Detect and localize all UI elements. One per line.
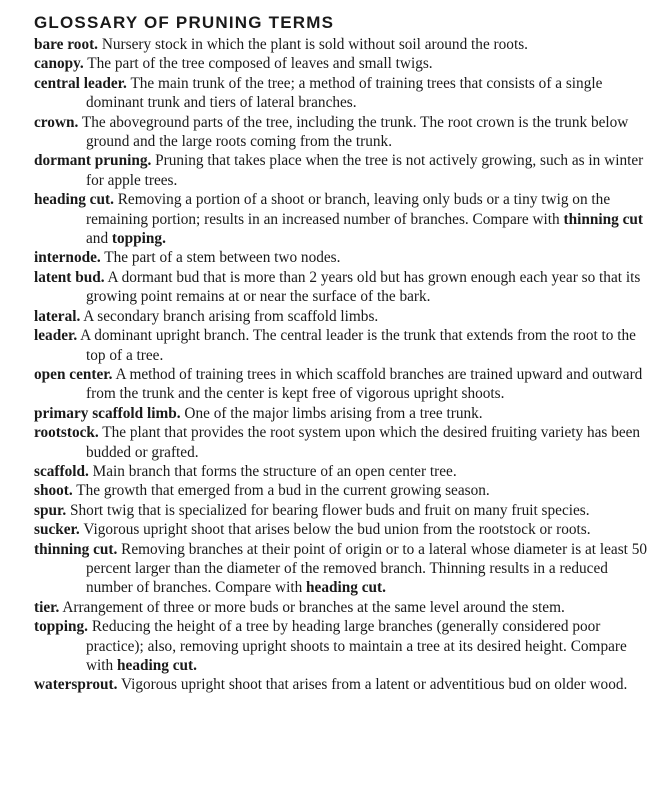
glossary-definition: A dominant upright branch. The central leader is the trunk that extends from the root to the top of a tree. — [77, 327, 636, 364]
glossary-entry — [34, 326, 654, 365]
glossary-definition: The growth that emerged from a bud in the current growing season. — [72, 482, 490, 500]
glossary-definition: One of the major limbs arising from a tree trunk. — [180, 404, 483, 422]
glossary-term: canopy. — [34, 55, 84, 73]
glossary-definition: A dormant bud that is more than 2 years old but has grown enough each year so that its growing point remains at or near the surface of the bark. — [86, 268, 641, 306]
glossary-term: dormant pruning. — [34, 152, 152, 170]
glossary-entry — [34, 617, 654, 675]
glossary-entry — [34, 540, 654, 598]
glossary-entry — [34, 248, 654, 267]
glossary-definition: Main branch that forms the structure of an open center tree. — [88, 462, 457, 480]
glossary-entry — [34, 675, 654, 694]
glossary-entry — [34, 190, 654, 248]
glossary-definition: Vigorous upright shoot that arises below the bud union from the rootstock or roots. — [79, 521, 591, 539]
glossary-term: thinning cut. — [34, 540, 118, 558]
glossary-term: central leader. — [34, 74, 127, 92]
glossary-term: tier. — [34, 598, 60, 616]
glossary-entry — [34, 74, 654, 113]
glossary-definition: Removing branches at their point of origin or to a lateral whose diameter is at least 50 percent larger than the diameter of the removed branch. Thinning results in a reduced number of branches. Compare with — [86, 540, 648, 597]
glossary-term: leader. — [34, 327, 78, 345]
glossary-entry — [34, 423, 654, 462]
glossary-entry — [34, 113, 654, 152]
glossary-term: open center. — [34, 365, 113, 383]
glossary-term: latent bud. — [34, 268, 105, 286]
glossary-list — [34, 35, 654, 695]
glossary-definition: The part of the tree composed of leaves and small twigs. — [83, 55, 433, 73]
glossary-term: crown. — [34, 113, 79, 131]
glossary-definition: A secondary branch arising from scaffold limbs. — [80, 307, 379, 325]
glossary-term: bare root. — [34, 36, 99, 53]
glossary-term: shoot. — [34, 482, 73, 500]
glossary-definition: Vigorous upright shoot that arises from a latent or adventitious bud on older wood. — [117, 676, 628, 694]
cross-reference-joiner: and — [86, 230, 112, 248]
glossary-term: internode. — [34, 249, 101, 267]
glossary-term: scaffold. — [34, 462, 89, 480]
cross-reference: thinning cut — [563, 210, 643, 228]
glossary-definition: Nursery stock in which the plant is sold without soil around the roots. — [98, 36, 528, 53]
glossary-entry — [34, 520, 654, 539]
glossary-entry — [34, 54, 654, 73]
glossary-entry — [34, 151, 654, 190]
glossary-definition: Short twig that is specialized for bearing flower buds and fruit on many fruit species. — [66, 501, 590, 519]
glossary-term: lateral. — [34, 307, 81, 325]
cross-reference: topping. — [111, 230, 166, 248]
glossary-definition: The plant that provides the root system upon which the desired fruiting variety has been budded or grafted. — [86, 424, 641, 461]
glossary-entry — [34, 307, 654, 326]
page-title: GLOSSARY OF PRUNING TERMS — [34, 13, 335, 32]
glossary-term: sucker. — [34, 521, 80, 539]
glossary-term: rootstock. — [34, 424, 99, 442]
glossary-entry — [34, 462, 654, 481]
glossary-definition: The aboveground parts of the tree, including the trunk. The root crown is the trunk below ground and the large roots coming from the trunk. — [78, 113, 629, 151]
glossary-entry — [34, 501, 654, 520]
glossary-term: primary scaffold limb. — [34, 404, 181, 422]
glossary-entry — [34, 481, 654, 500]
cross-reference: heading cut. — [306, 579, 386, 597]
glossary-definition: Removing a portion of a shoot or branch, leaving only buds or a tiny twig on the remaining portion; results in an increased number of branches. Compare with — [86, 191, 611, 228]
glossary-definition: A method of training trees in which scaffold branches are trained upward and outward from the trunk and the center is kept free of vigorous upright shoots. — [86, 365, 643, 403]
glossary-term: watersprout. — [34, 676, 118, 694]
glossary-term: topping. — [34, 618, 88, 636]
glossary-entry — [34, 268, 654, 307]
glossary-entry — [34, 598, 654, 617]
glossary-term: spur. — [34, 501, 67, 519]
cross-reference: heading cut. — [117, 657, 197, 674]
glossary-entry — [34, 365, 654, 404]
glossary-term: heading cut. — [34, 191, 114, 209]
glossary-definition: The main trunk of the tree; a method of training trees that consists of a single dominant trunk and tiers of lateral branches. — [86, 74, 603, 112]
glossary-entry — [34, 35, 654, 54]
glossary-definition: Reducing the height of a tree by heading large branches (generally considered poor practice); also, removing upright shoots to maintain a tree at its desired height. Compare with — [86, 618, 627, 674]
glossary-definition: The part of a stem between two nodes. — [100, 249, 341, 267]
glossary-definition: Pruning that takes place when the tree is not actively growing, such as in winter for apple trees. — [86, 152, 644, 189]
glossary-entry — [34, 404, 654, 423]
glossary-definition: Arrangement of three or more buds or branches at the same level around the stem. — [59, 598, 565, 616]
